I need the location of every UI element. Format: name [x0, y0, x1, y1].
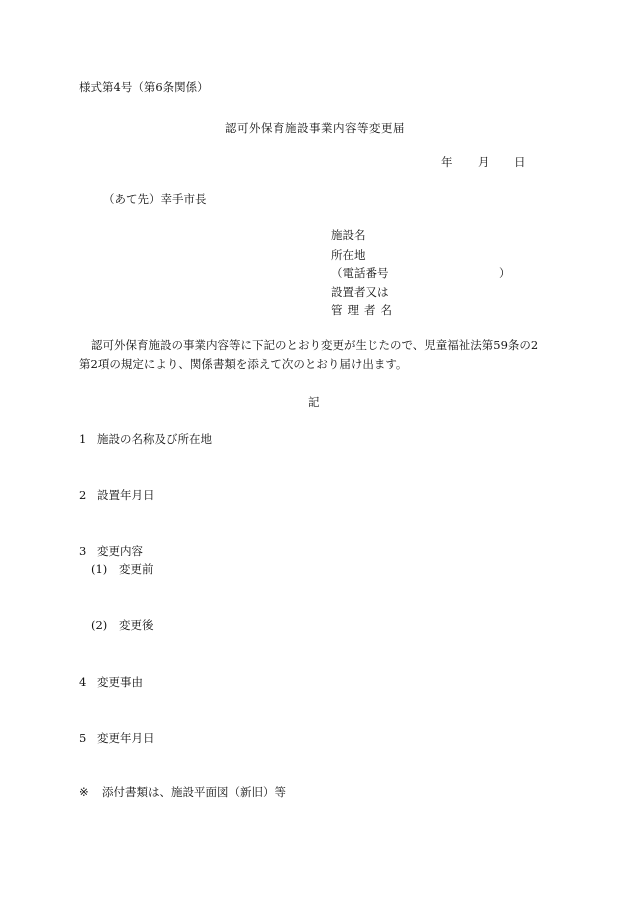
- item-number: 4: [79, 675, 87, 689]
- attachment-note: [79, 787, 286, 799]
- facility-name-label: 施設名: [331, 228, 366, 242]
- item-number: 2: [79, 488, 87, 502]
- item-change-reason: [79, 677, 143, 689]
- document-title: 認可外保育施設事業内容等変更届: [225, 121, 405, 135]
- facility-phone-label: （電話番号: [331, 266, 389, 280]
- sub-item-after-change: [91, 620, 154, 632]
- item-label: 変更年月日: [97, 731, 155, 745]
- item-number: 3: [79, 544, 87, 558]
- facility-location-label: 所在地: [331, 248, 366, 262]
- item-change-content: [79, 546, 143, 558]
- note-mark: ※: [79, 785, 89, 799]
- item-number: 5: [79, 731, 87, 745]
- note-text: 添付書類は、施設平面図（新旧）等: [102, 785, 286, 799]
- body-text-line-1: 認可外保育施設の事業内容等に下記のとおり変更が生じたので、児童福祉法第59条の2: [91, 338, 539, 352]
- sub-item-number: (1): [91, 562, 108, 576]
- sub-item-number: (2): [91, 618, 108, 632]
- date-year-label: 年: [441, 155, 453, 169]
- item-facility-name-location: [79, 434, 212, 446]
- facility-phone-close: ）: [499, 266, 511, 280]
- date-day-label: 日: [514, 155, 526, 169]
- date-month-label: 月: [478, 155, 490, 169]
- addressee: （あて先）幸手市長: [103, 192, 207, 206]
- item-established-date: [79, 490, 155, 502]
- ki-heading: 記: [308, 395, 320, 409]
- sub-item-before-change: [91, 564, 154, 576]
- sub-item-label: 変更前: [119, 562, 154, 576]
- body-text-line-2: 第2項の規定により、関係書類を添えて次のとおり届け出ます。: [79, 357, 408, 371]
- item-label: 変更事由: [97, 675, 143, 689]
- form-number: 様式第4号（第6条関係）: [79, 80, 209, 94]
- facility-founder-label: 設置者又は: [331, 285, 389, 299]
- facility-manager-label: 管理者名: [331, 303, 397, 317]
- sub-item-label: 変更後: [119, 618, 154, 632]
- item-label: 施設の名称及び所在地: [97, 432, 212, 446]
- item-change-date: [79, 733, 155, 745]
- item-number: 1: [79, 432, 87, 446]
- item-label: 設置年月日: [97, 488, 155, 502]
- item-label: 変更内容: [97, 544, 143, 558]
